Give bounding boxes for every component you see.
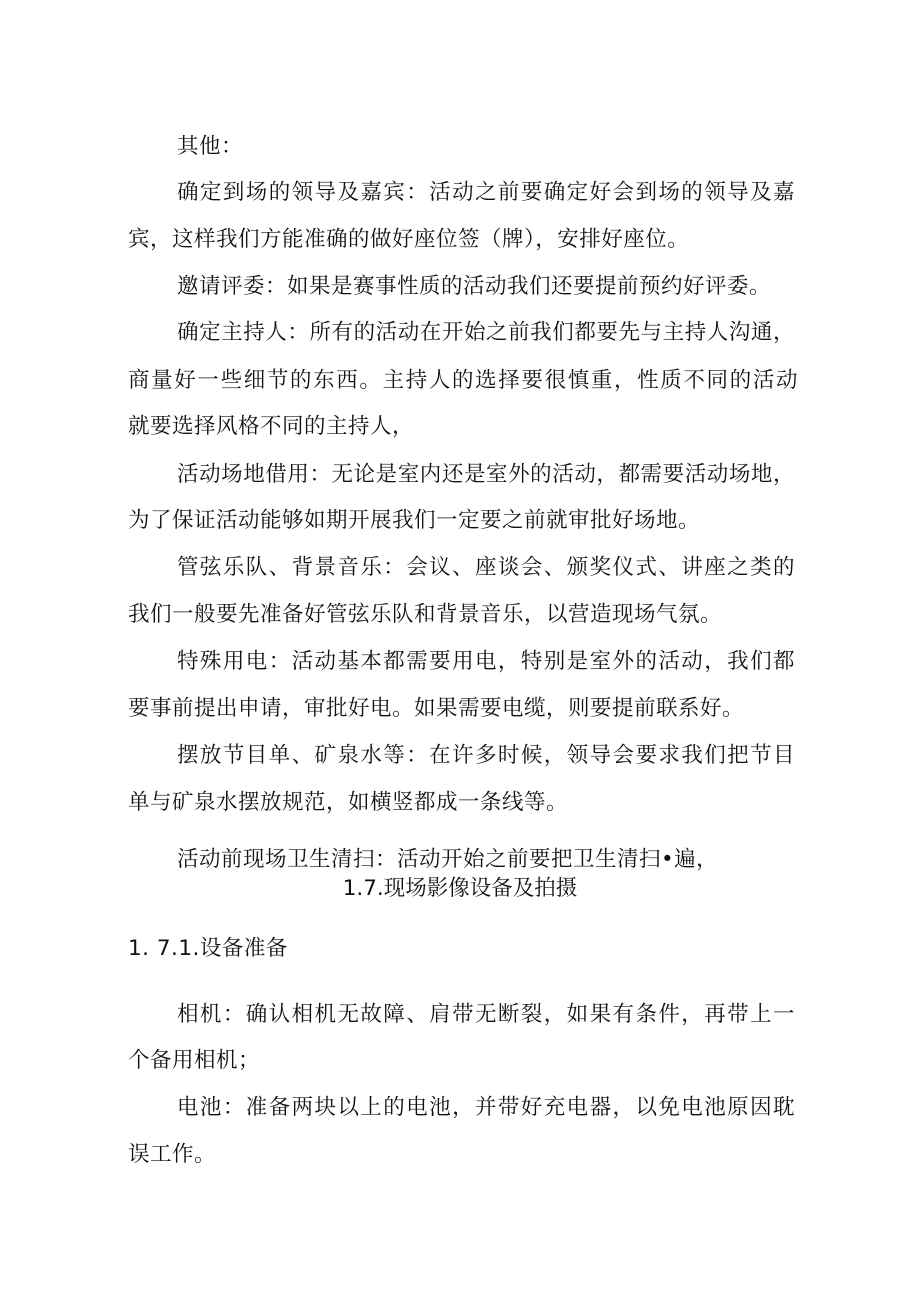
section-heading: 1.7.现场影像设备及拍摄: [342, 876, 578, 901]
paragraph-line: 管弦乐队、背景音乐：会议、座谈会、颁奖仪式、讲座之类的: [177, 555, 795, 580]
paragraph-line: 邀请评委：如果是赛事性质的活动我们还要提前预约好评委。: [177, 274, 772, 299]
paragraph-line: 电池：准备两块以上的电池，并带好充电器，以免电池原因耽: [177, 1095, 795, 1120]
other-label: 其他：: [177, 134, 244, 159]
paragraph-line: 宾，这样我们方能准确的做好座位签（牌），安排好座位。: [128, 227, 690, 252]
subsection-heading: 1. 7.1.设备准备: [128, 936, 288, 961]
paragraph-line: 要事前提出申请，审批好电。如果需要电缆，则要提前联系好。: [128, 696, 745, 721]
paragraph-line: 商量好一些细节的东西。主持人的选择要很慎重，性质不同的活动: [128, 368, 798, 393]
paragraph-line: 确定主持人：所有的活动在开始之前我们都要先与主持人沟通，: [177, 320, 795, 345]
paragraph-line: 误工作。: [128, 1142, 217, 1167]
paragraph-line: 就要选择风格不同的主持人，: [128, 414, 415, 439]
paragraph-line: 单与矿泉水摆放规范，如横竖都成一条线等。: [128, 790, 569, 815]
paragraph-line: 为了保证活动能够如期开展我们一定要之前就审批好场地。: [128, 508, 701, 533]
paragraph-line: 相机：确认相机无故障、肩带无断裂，如果有条件，再带上一: [177, 1002, 795, 1027]
paragraph-line: 确定到场的领导及嘉宾：活动之前要确定好会到场的领导及嘉: [177, 180, 795, 205]
paragraph-line: 活动场地借用：无论是室内还是室外的活动，都需要活动场地，: [177, 462, 795, 487]
paragraph-line: 我们一般要先准备好管弦乐队和背景音乐，以营造现场气氛。: [128, 602, 723, 627]
paragraph-line: 个备用相机；: [128, 1048, 261, 1073]
paragraph-line: 特殊用电：活动基本都需要用电，特别是室外的活动，我们都: [177, 649, 795, 674]
paragraph-line: 活动前现场卫生清扫：活动开始之前要把卫生清扫•遍，: [177, 847, 719, 872]
paragraph-line: 摆放节目单、矿泉水等：在许多时候，领导会要求我们把节目: [177, 743, 795, 768]
